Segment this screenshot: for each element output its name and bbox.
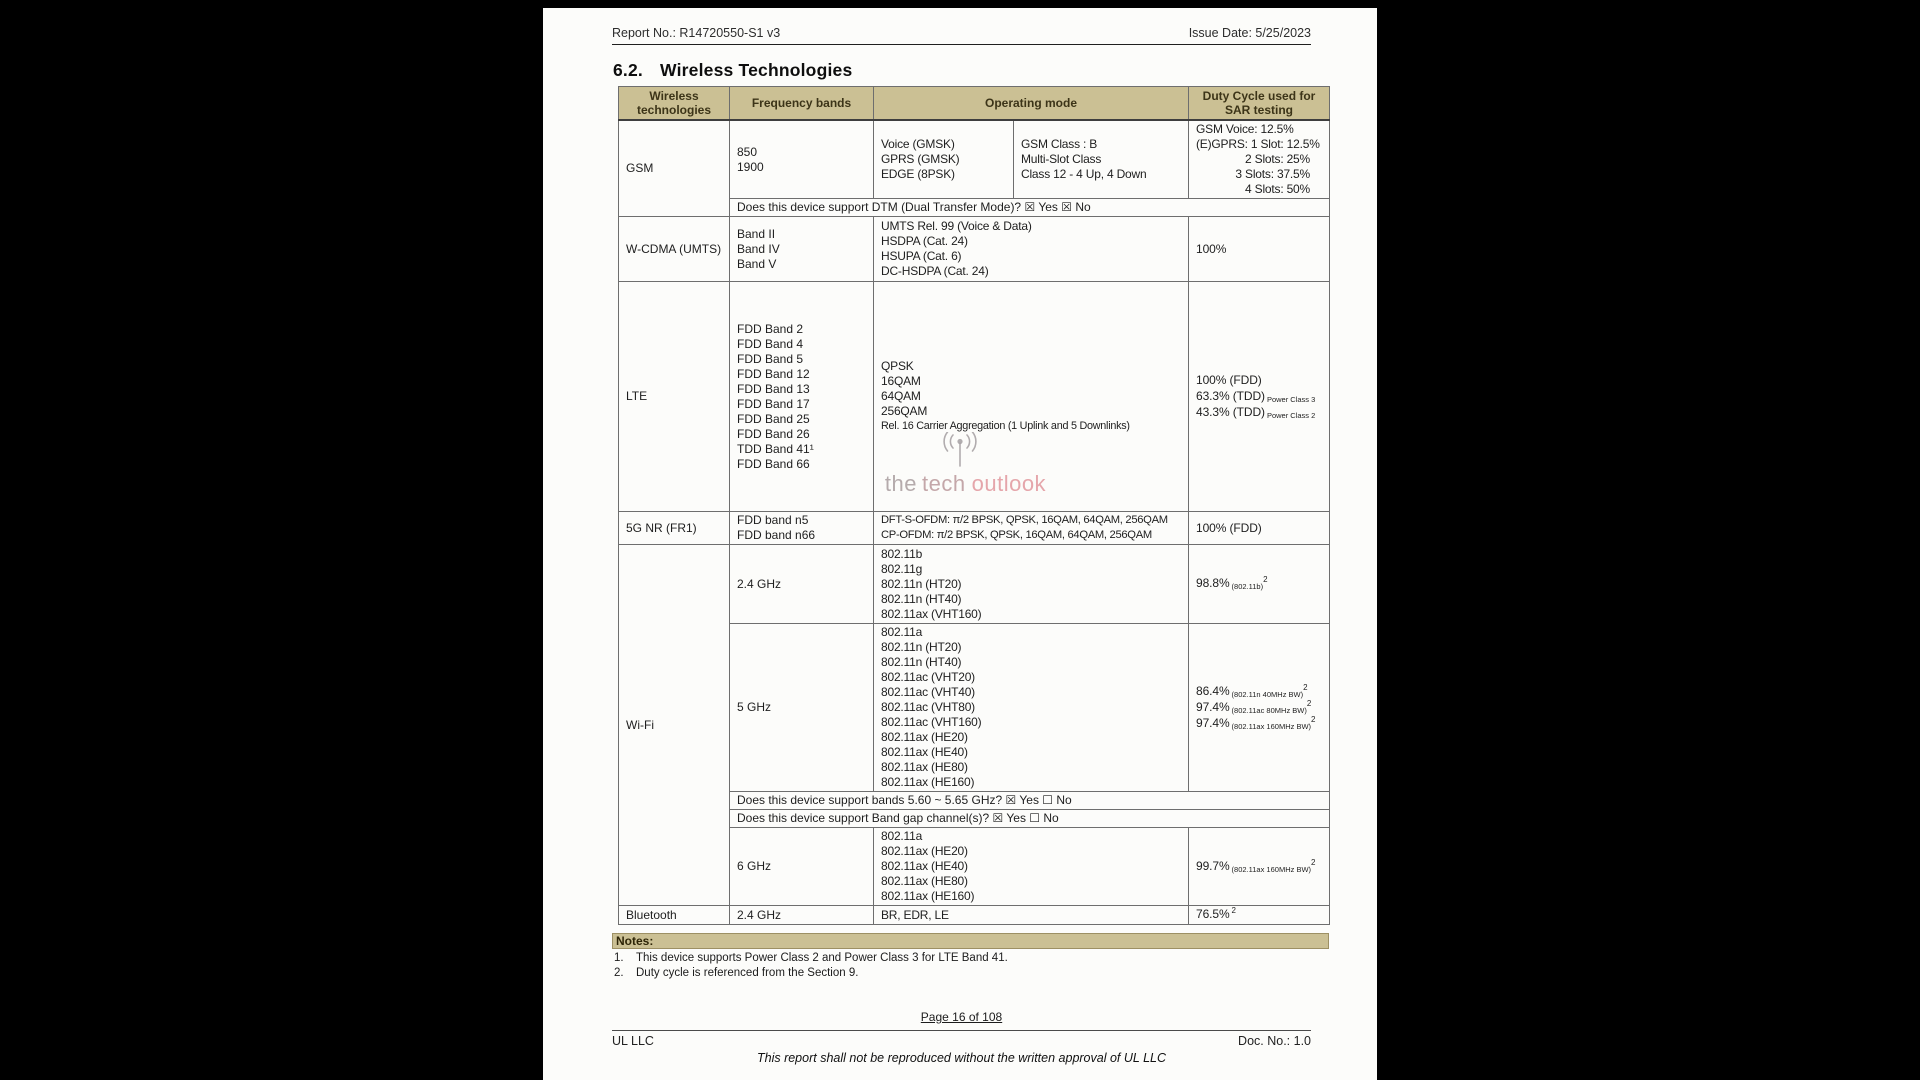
col-header-frequency-bands: Frequency bands	[730, 87, 874, 121]
cell-bt-band: 2.4 GHz	[730, 906, 874, 925]
table-row-wifi-24	[619, 545, 1330, 624]
text-line: 2 Slots: 25%	[1245, 152, 1311, 166]
cell-wifi6-modes	[874, 828, 1189, 906]
text-line: 802.11g	[881, 561, 923, 576]
col-header-duty-cycle: Duty Cycle used for SAR testing	[1189, 87, 1330, 121]
text-line: 802.11b	[881, 546, 923, 561]
text-line: GSM Voice: 12.5%	[1196, 122, 1294, 136]
text-line: FDD band n5	[737, 513, 809, 527]
cell-wifi5-modes	[874, 624, 1189, 792]
cell-nr-duty: 100% (FDD)	[1189, 512, 1330, 545]
text-line: EDGE (8PSK)	[881, 167, 955, 181]
table-row-bluetooth	[619, 906, 1330, 925]
cell-wifi6-duty	[1189, 828, 1330, 906]
cell-gsm-tech: GSM	[619, 120, 730, 217]
notes-section	[612, 933, 1329, 979]
wifi6-duty-line: 99.7% (802.11ax 160MHz BW)$^2$	[1196, 857, 1316, 874]
lte-duty-line: 43.3% (TDD) Power Class 2	[1196, 404, 1316, 420]
cell-wifi24-modes	[874, 545, 1189, 624]
text-line: 802.11ax (VHT160)	[881, 606, 982, 621]
report-header	[612, 26, 1311, 45]
wireless-technologies-table	[618, 86, 1330, 925]
text-line: 802.11ac (VHT160)	[881, 715, 982, 729]
note-item-1: 1. This device supports Power Class 2 and Power Class 3 for LTE Band 41.	[614, 951, 1008, 964]
footer-divider	[612, 1030, 1311, 1031]
notes-title: Notes:	[612, 933, 1329, 949]
text-line: 802.11n (HT20)	[881, 640, 962, 654]
text-line: 802.11ax (HE40)	[881, 745, 968, 759]
cell-lte-modes	[874, 282, 1189, 512]
text-line: HSUPA (Cat. 6)	[881, 249, 962, 263]
watermark-text: the tech outlook	[884, 471, 1047, 496]
cell-wifi24-band: 2.4 GHz	[730, 545, 874, 624]
bt-duty-line: 76.5% $^2$	[1196, 906, 1236, 921]
wifi5-duty-line: 97.4% (802.11ac 80MHz BW)$^2$	[1196, 698, 1312, 715]
cell-wcdma-bands	[730, 217, 874, 282]
text-line: Band II	[737, 226, 776, 241]
table-header-row	[619, 87, 1330, 121]
footer-disclaimer: This report shall not be reproduced without the written approval of UL LLC	[756, 1051, 1167, 1065]
text-line: FDD band n66	[737, 528, 816, 542]
text-line: 802.11ax (HE160)	[881, 775, 975, 789]
text-line: 802.11ac (VHT80)	[881, 700, 975, 714]
text-line: 850	[737, 144, 758, 159]
section-number: 6.2.	[613, 60, 643, 80]
text-line: 802.11ax (HE20)	[881, 730, 968, 744]
note-item-2: 2. Duty cycle is referenced from the Section 9.	[614, 966, 859, 979]
document-page	[543, 8, 1377, 1080]
text-line: CP-OFDM: π/2 BPSK, QPSK, 16QAM, 64QAM, 256QAM	[881, 529, 1152, 541]
text-line: 802.11a	[881, 625, 923, 639]
cell-gsm-mode-left	[874, 120, 1014, 199]
text-line: 256QAM	[881, 404, 928, 418]
cell-nr-bands	[730, 512, 874, 545]
text-line: FDD Band 66	[737, 456, 810, 471]
table-row-lte	[619, 282, 1330, 512]
text-line: 802.11n (HT40)	[881, 655, 962, 669]
text-line: 802.11ax (HE80)	[881, 760, 968, 774]
text-line: 802.11ax (HE160)	[881, 889, 975, 903]
text-line: GSM Class : B	[1021, 137, 1098, 151]
text-line: QPSK	[881, 359, 914, 373]
text-line: HSDPA (Cat. 24)	[881, 234, 968, 248]
table-row-gsm	[619, 120, 1330, 199]
footer-company: UL LLC	[612, 1034, 654, 1048]
cell-wcdma-duty: 100%	[1189, 217, 1330, 282]
cell-bt-mode: BR, EDR, LE	[874, 906, 1189, 925]
cell-wifi5-band: 5 GHz	[730, 624, 874, 792]
cell-bt-duty	[1189, 906, 1330, 925]
text-line: 802.11ax (HE40)	[881, 859, 968, 873]
issue-date: Issue Date: 5/25/2023	[1188, 26, 1311, 40]
cell-wifi6-band: 6 GHz	[730, 828, 874, 906]
table-row-wcdma	[619, 217, 1330, 282]
lte-duty-line: 63.3% (TDD) Power Class 3	[1196, 388, 1316, 404]
text-line: FDD Band 13	[737, 381, 810, 396]
text-line: FDD Band 5	[737, 351, 804, 366]
cell-wifi24-duty	[1189, 545, 1330, 624]
cell-dfs-question: Does this device support bands 5.60 ~ 5.65 GHz? ☒ Yes ☐ No	[730, 792, 1330, 810]
text-line: FDD Band 17	[737, 396, 810, 411]
text-line: FDD Band 25	[737, 411, 810, 426]
text-line: 64QAM	[881, 389, 921, 403]
wifi24-duty-line: 98.8% $(802.11b)^2$	[1196, 575, 1268, 591]
text-line: 802.11ac (VHT20)	[881, 670, 975, 684]
text-line: Band V	[737, 256, 777, 271]
cell-gsm-duty	[1189, 120, 1330, 199]
cell-gsm-bands	[730, 120, 874, 199]
text-line: UMTS Rel. 99 (Voice & Data)	[881, 219, 1032, 233]
section-title-text: Wireless Technologies	[660, 60, 853, 80]
text-line: 1900	[737, 159, 764, 174]
cell-wcdma-tech: W-CDMA (UMTS)	[619, 217, 730, 282]
text-line: DC-HSDPA (Cat. 24)	[881, 264, 989, 278]
gsm-duty-main	[1196, 122, 1322, 152]
cell-lte-duty	[1189, 282, 1330, 512]
text-line: DFT-S-OFDM: π/2 BPSK, QPSK, 16QAM, 64QAM, 256QAM	[881, 514, 1168, 526]
text-line: 3 Slots: 37.5%	[1235, 167, 1311, 181]
text-line: 802.11n (HT40)	[881, 591, 962, 606]
table-row-5gnr	[619, 512, 1330, 545]
text-line: FDD Band 12	[737, 366, 810, 381]
text-line: GPRS (GMSK)	[881, 152, 960, 166]
col-header-operating-mode: Operating mode	[874, 87, 1189, 121]
wifi5-duty-line: 97.4% (802.11ax 160MHz BW)$^2$	[1196, 714, 1316, 731]
lte-duty-line: 100% (FDD)	[1196, 372, 1262, 387]
footer-row	[612, 1034, 1311, 1048]
footer-doc-number: Doc. No.: 1.0	[1238, 1034, 1311, 1048]
cell-nr-modes	[874, 512, 1189, 545]
cell-wcdma-modes	[874, 217, 1189, 282]
text-line: 802.11a	[881, 829, 923, 843]
gsm-duty-slots	[1196, 152, 1322, 197]
cell-wifi5-duty	[1189, 624, 1330, 792]
text-line: Band IV	[737, 241, 780, 256]
text-line: Class 12 - 4 Up, 4 Down	[1021, 167, 1147, 181]
cell-wifi-tech: Wi-Fi	[619, 545, 730, 906]
report-number: Report No.: R14720550-S1 v3	[612, 26, 781, 40]
text-line: 4 Slots: 50%	[1245, 182, 1311, 196]
text-line: 802.11ax (HE20)	[881, 844, 968, 858]
text-line: 802.11ax (HE80)	[881, 874, 968, 888]
text-line: FDD Band 4	[737, 336, 804, 351]
text-line: Voice (GMSK)	[881, 137, 955, 151]
text-line: Multi-Slot Class	[1021, 152, 1102, 166]
cell-lte-tech: LTE	[619, 282, 730, 512]
text-line: FDD Band 2	[737, 321, 804, 336]
cell-lte-bands	[730, 282, 874, 512]
col-header-wireless-technologies: Wireless technologies	[619, 87, 730, 121]
cell-dtm-question: Does this device support DTM (Dual Transfer Mode)? ☒ Yes ☒ No	[730, 199, 1330, 217]
text-line: FDD Band 26	[737, 426, 810, 441]
cell-bandgap-question: Does this device support Band gap channel(s)? ☒ Yes ☐ No	[730, 810, 1330, 828]
text-line: 16QAM	[881, 374, 921, 388]
page-number: Page 16 of 108	[920, 1010, 1003, 1024]
cell-bt-tech: Bluetooth	[619, 906, 730, 925]
cell-nr-tech: 5G NR (FR1)	[619, 512, 730, 545]
cell-gsm-mode-right	[1014, 120, 1189, 199]
text-line: Rel. 16 Carrier Aggregation (1 Uplink and 5 Downlinks)	[881, 420, 1130, 432]
section-title	[613, 60, 852, 81]
text-line: (E)GPRS: 1 Slot: 12.5%	[1196, 137, 1320, 151]
text-line: 802.11ac (VHT40)	[881, 685, 975, 699]
text-line: TDD Band 41¹	[737, 441, 814, 456]
text-line: 802.11n (HT20)	[881, 576, 962, 591]
wifi5-duty-line: 86.4% (802.11n 40MHz BW)$^2$	[1196, 682, 1308, 699]
